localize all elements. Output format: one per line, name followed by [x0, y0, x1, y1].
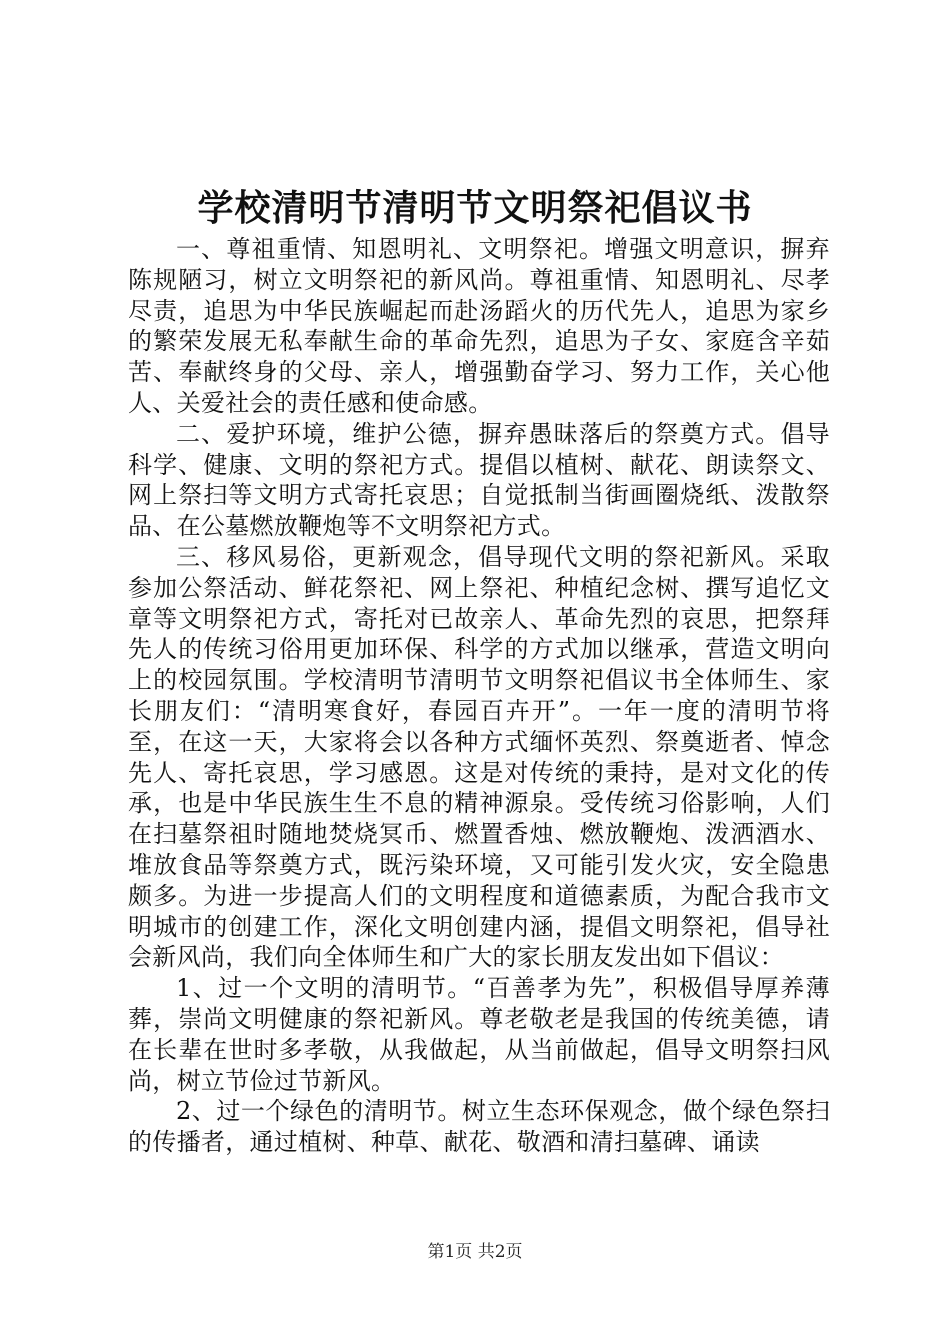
- paragraph-5: 2、过一个绿色的清明节。树立生态环保观念，做个绿色祭扫的传播者，通过植树、种草、献花、敬酒和清扫墓碑、诵读: [128, 1097, 830, 1157]
- paragraph-4: 1、过一个文明的清明节。“百善孝为先”，积极倡导厚养薄葬，崇尚文明健康的祭祀新风。尊老敬老是我国的传统美德，请在长辈在世时多孝敬，从我做起，从当前做起，倡导文明祭扫风尚，树立节俭过节新风。: [128, 974, 830, 1095]
- paragraph-3: 三、移风易俗，更新观念，倡导现代文明的祭祀新风。采取参加公祭活动、鲜花祭祀、网上祭祀、种植纪念树、撰写追忆文章等文明祭祀方式，寄托对已故亲人、革命先烈的哀思，把祭拜先人的传统习俗用更加环保、科学的方式加以继承，营造文明向上的校园氛围。学校清明节清明节文明祭祀倡议书全体师生、家长朋友们：“清明寒食好，春园百卉开”。一年一度的清明节将至，在这一天，大家将会以各种方式缅怀英烈、祭奠逝者、悼念先人、寄托哀思，学习感恩。这是对传统的秉持，是对文化的传承，也是中华民族生生不息的精神源泉。受传统习俗影响，人们在扫墓祭祖时随地焚烧冥币、燃置香烛、燃放鞭炮、泼洒酒水、堆放食品等祭奠方式，既污染环境，又可能引发火灾，安全隐患颇多。为进一步提高人们的文明程度和道德素质，为配合我市文明城市的创建工作，深化文明创建内涵，提倡文明祭祀，倡导社会新风尚，我们向全体师生和广大的家长朋友发出如下倡议：: [128, 542, 830, 972]
- paragraph-1: 一、尊祖重情、知恩明礼、文明祭祀。增强文明意识，摒弃陈规陋习，树立文明祭祀的新风尚。尊祖重情、知恩明礼、尽孝尽责，追思为中华民族崛起而赴汤蹈火的历代先人，追思为家乡的繁荣发展无私奉献生命的革命先烈，追思为子女、家庭含辛茹苦、奉献终身的父母、亲人，增强勤奋学习、努力工作，关心他人、关爱社会的责任感和使命感。: [128, 235, 830, 417]
- document-title: 学校清明节清明节文明祭祀倡议书: [197, 188, 753, 229]
- document-body: [128, 234, 830, 1158]
- page-footer: 第1页 共2页: [427, 1242, 523, 1262]
- paragraph-2: 二、爱护环境，维护公德，摒弃愚昧落后的祭奠方式。倡导科学、健康、文明的祭祀方式。提倡以植树、献花、朗读祭文、网上祭扫等文明方式寄托哀思；自觉抵制当街画圈烧纸、泼散祭品、在公墓燃放鞭炮等不文明祭祀方式。: [128, 419, 830, 541]
